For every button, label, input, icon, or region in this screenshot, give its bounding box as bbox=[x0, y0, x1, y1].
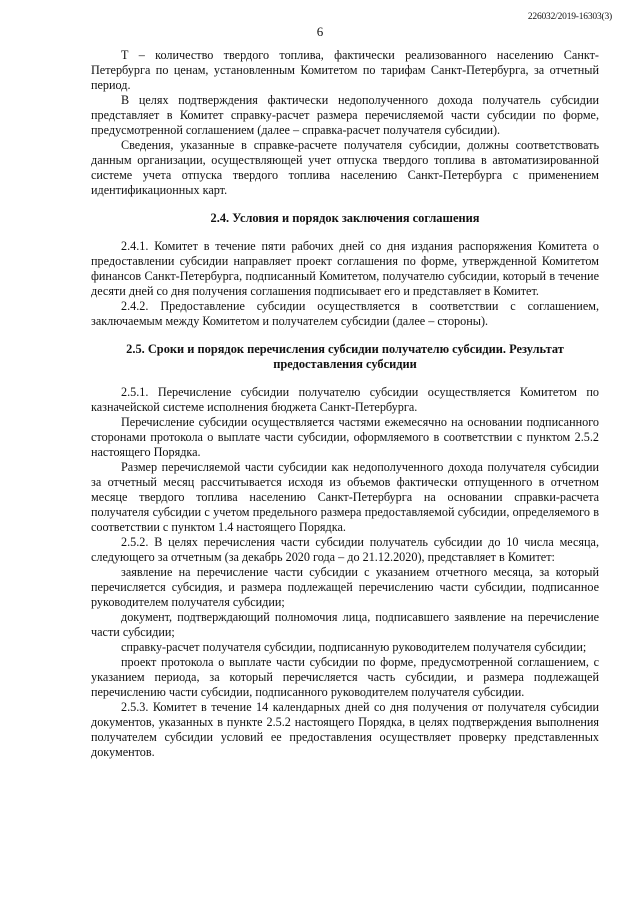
paragraph: В целях подтверждения фактически недополученного дохода получатель субсидии представляет в Комитет справку-расчет размера перечисляемой части субсидии по форме, предусмотренной соглашением (далее – справка-расчет получателя субсидии). bbox=[91, 93, 599, 137]
list-item: документ, подтверждающий полномочия лица, подписавшего заявление на перечисление части субсидии; bbox=[91, 610, 599, 639]
paragraph: Размер перечисляемой части субсидии как недополученного дохода получателя субсидии за отчетный месяц рассчитывается исходя из объемов фактически отпущенного в отчетном месяце твердого топлива населению Санкт-Петербурга на основании справки-расчета получателя субсидии с учетом предельного размера предоставляемой субсидии, определяемого в соответствии с пунктом 1.4 настоящего Порядка. bbox=[91, 460, 599, 534]
paragraph: 2.5.1. Перечисление субсидии получателю субсидии осуществляется Комитетом по казначейской системе исполнения бюджета Санкт-Петербурга. bbox=[91, 385, 599, 414]
paragraph: 2.5.3. Комитет в течение 14 календарных дней со дня получения от получателя субсидии документов, указанных в пункте 2.5.2 настоящего Порядка, в целях подтверждения выполнения получателем субсидии условий ее предоставления осуществляет проверку представленных документов. bbox=[91, 700, 599, 759]
section-heading-2-5 bbox=[91, 342, 599, 372]
list-item: справку-расчет получателя субсидии, подписанную руководителем получателя субсидии; bbox=[121, 640, 587, 654]
section-heading-2-4: 2.4. Условия и порядок заключения соглашения bbox=[210, 211, 480, 225]
list-item: проект протокола о выплате части субсидии по форме, предусмотренной соглашением, с указанием периода, за который перечисляется часть субсидии, и размера подлежащей перечислению части субсидии, подписанного руководителем получателя субсидии. bbox=[91, 655, 599, 699]
paragraph: 2.5.2. В целях перечисления части субсидии получатель субсидии до 10 числа месяца, следующего за отчетным (за декабрь 2020 года – до 21.12.2020), представляет в Комитет: bbox=[91, 535, 599, 564]
paragraph: Перечисление субсидии осуществляется частями ежемесячно на основании подписанного сторонами протокола о выплате части субсидии, оформляемого в соответствии с пунктом 2.5.2 настоящего Порядка. bbox=[91, 415, 599, 459]
paragraph: 2.4.1. Комитет в течение пяти рабочих дней со дня издания распоряжения Комитета о предоставлении субсидии направляет проект соглашения по форме, утвержденной Комитетом финансов Санкт-Петербурга, подписанный Комитетом, получателю субсидии, который в течение десяти дней со дня получения соглашения подписывает его и представляет в Комитет. bbox=[91, 239, 599, 298]
section-heading-2-5-line1: 2.5. Сроки и порядок перечисления субсидии получателю субсидии. Результат bbox=[126, 342, 564, 356]
section-heading-2-5-line2: предоставления субсидии bbox=[273, 357, 417, 371]
paragraph: 2.4.2. Предоставление субсидии осуществляется в соответствии с соглашением, заключаемым между Комитетом и получателем субсидии (далее – стороны). bbox=[91, 299, 599, 328]
list-item: заявление на перечисление части субсидии с указанием отчетного месяца, за который перечисляется субсидия, и размера подлежащей перечислению части субсидии, подписанное руководителем получателя субсидии; bbox=[91, 565, 599, 609]
document-body bbox=[91, 48, 599, 760]
page-number: 6 bbox=[316, 24, 324, 39]
paragraph: Т – количество твердого топлива, фактически реализованного населению Санкт-Петербурга по ценам, установленным Комитетом по тарифам Санкт-Петербурга, за отчетный период. bbox=[91, 48, 599, 92]
paragraph: Сведения, указанные в справке-расчете получателя субсидии, должны соответствовать данным организации, осуществляющей учет отпуска твердого топлива в автоматизированной системе учета отпуска твердого топлива населению Санкт-Петербурга с применением идентификационных карт. bbox=[91, 138, 599, 197]
document-code: 226032/2019-16303(3) bbox=[527, 12, 612, 22]
